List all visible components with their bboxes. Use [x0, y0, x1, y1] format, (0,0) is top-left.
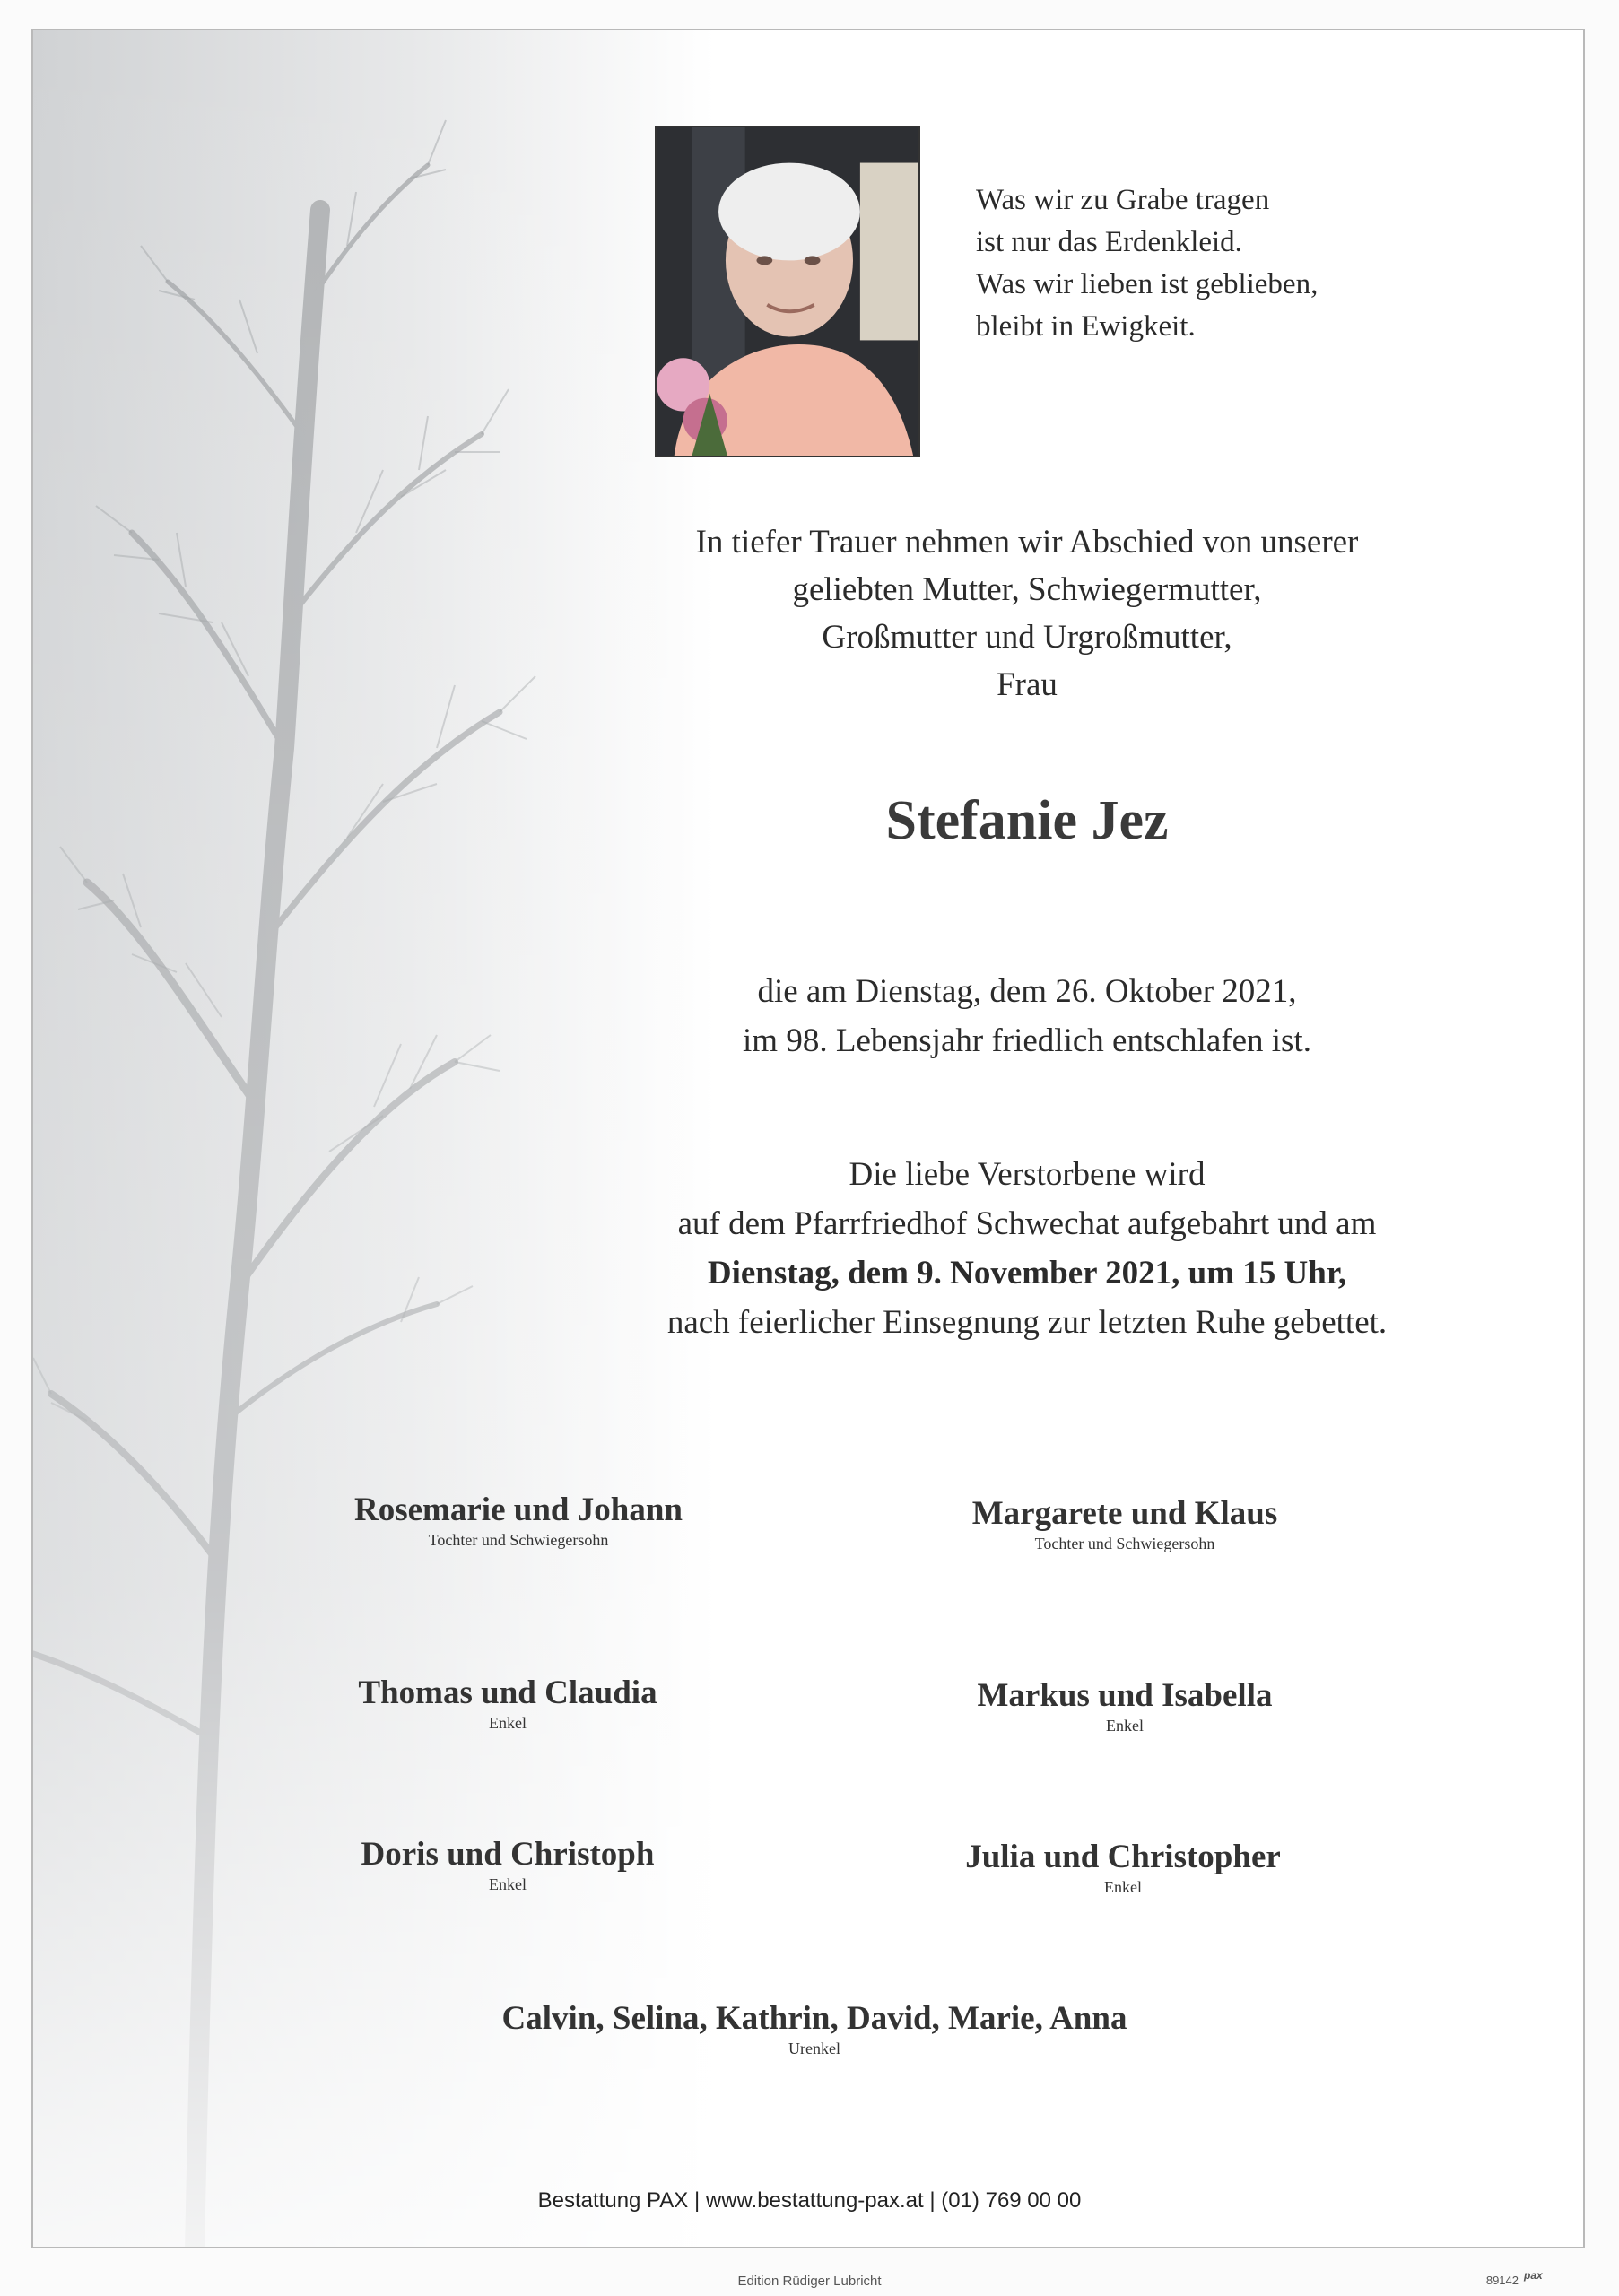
- family-entry: [257, 1835, 759, 1894]
- family-names: Rosemarie und Johann: [354, 1492, 683, 1528]
- family-relation: Tochter und Schwiegersohn: [1034, 1535, 1215, 1552]
- family-names: Markus und Isabella: [977, 1677, 1273, 1714]
- funeral-notice: [538, 1150, 1516, 1347]
- death-line: die am Dienstag, dem 26. Oktober 2021,: [757, 973, 1297, 1010]
- family-names: Julia und Christopher: [965, 1839, 1281, 1875]
- family-relation: Tochter und Schwiegersohn: [428, 1531, 609, 1549]
- intro-line: In tiefer Trauer nehmen wir Abschied von unserer: [695, 524, 1359, 561]
- family-names: Calvin, Selina, Kathrin, David, Marie, Anna: [501, 2000, 1127, 2037]
- intro-line: Frau: [997, 666, 1058, 703]
- poem-line: Was wir lieben ist geblieben,: [976, 268, 1319, 300]
- funeral-line: auf dem Pfarrfriedhof Schwechat aufgebahrt und am: [677, 1205, 1377, 1242]
- portrait-photo: [655, 126, 920, 457]
- family-relation: Enkel: [1106, 1717, 1144, 1735]
- edition-credit: Edition Rüdiger Lubricht: [737, 2274, 882, 2289]
- print-code: 89142: [1485, 2274, 1519, 2287]
- death-notice: [538, 967, 1516, 1065]
- pax-logo-icon: pax: [1524, 2269, 1543, 2282]
- family-relation: Enkel: [1104, 1878, 1142, 1896]
- funeral-home-footer: Bestattung PAX | www.bestattung-pax.at | (01) 769 00 00: [537, 2188, 1082, 2213]
- family-entry: [874, 1494, 1376, 1553]
- family-relation: Enkel: [489, 1714, 527, 1732]
- intro-line: geliebten Mutter, Schwiegermutter,: [792, 571, 1262, 608]
- memorial-poem: [976, 179, 1318, 348]
- family-relation: Urenkel: [788, 2039, 840, 2057]
- death-line: im 98. Lebensjahr friedlich entschlafen ist.: [743, 1022, 1311, 1059]
- funeral-line: Die liebe Verstorbene wird: [849, 1156, 1206, 1193]
- deceased-name: Stefanie Jez: [885, 790, 1169, 851]
- family-names: Margarete und Klaus: [971, 1495, 1278, 1532]
- poem-line: ist nur das Erdenkleid.: [976, 226, 1242, 258]
- intro-text: [538, 518, 1516, 709]
- misty-tree-illustration: [33, 30, 715, 2248]
- poem-line: bleibt in Ewigkeit.: [976, 310, 1196, 343]
- family-entry: [874, 1676, 1376, 1735]
- intro-line: Großmutter und Urgroßmutter,: [822, 619, 1232, 656]
- funeral-line: nach feierlicher Einsegnung zur letzten Ruhe gebettet.: [666, 1304, 1388, 1341]
- poem-line: Was wir zu Grabe tragen: [976, 184, 1270, 216]
- family-names: Thomas und Claudia: [358, 1674, 657, 1711]
- family-entry: [872, 1838, 1374, 1897]
- family-entry: [257, 1674, 759, 1733]
- family-relation: Enkel: [489, 1875, 527, 1893]
- funeral-date: Dienstag, dem 9. November 2021, um 15 Uhr,: [707, 1255, 1347, 1292]
- family-entry: [348, 1999, 1281, 2058]
- family-entry: [267, 1491, 770, 1550]
- family-names: Doris und Christoph: [361, 1836, 655, 1873]
